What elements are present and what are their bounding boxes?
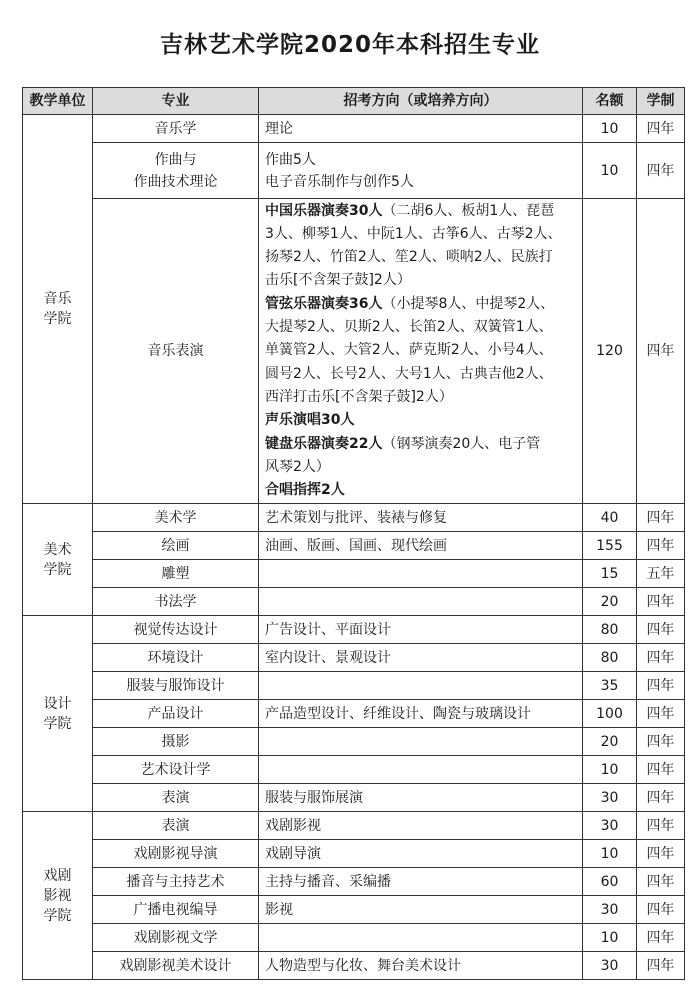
years-cell: 四年 bbox=[637, 840, 685, 868]
unit-label: 音乐 bbox=[43, 291, 72, 307]
direction-bold: 合唱指挥2人 bbox=[265, 482, 345, 499]
quota-cell: 10 bbox=[583, 143, 637, 199]
unit-label: 影视 bbox=[43, 887, 72, 904]
header-row bbox=[23, 88, 685, 115]
table-row bbox=[23, 504, 685, 532]
major-cell: 环境设计 bbox=[93, 644, 259, 672]
direction-cell: 戏剧影视 bbox=[259, 812, 583, 840]
major-cell: 表演 bbox=[93, 784, 259, 812]
direction-line: 风琴2人） bbox=[265, 458, 330, 475]
direction-line bbox=[265, 433, 578, 456]
quota-cell: 30 bbox=[583, 896, 637, 924]
quota-cell: 10 bbox=[583, 924, 637, 952]
header-direction: 招考方向（或培养方向） bbox=[259, 88, 583, 115]
years-cell: 四年 bbox=[637, 868, 685, 896]
table-row bbox=[23, 199, 685, 504]
quota-cell: 155 bbox=[583, 532, 637, 560]
direction-cell bbox=[259, 672, 583, 700]
direction-bold: 管弦乐器演奏36人 bbox=[265, 295, 383, 312]
years-cell: 四年 bbox=[637, 924, 685, 952]
unit-label: 学院 bbox=[43, 907, 72, 924]
years-cell: 四年 bbox=[637, 812, 685, 840]
table-row bbox=[23, 700, 685, 728]
quota-cell: 60 bbox=[583, 868, 637, 896]
table-row bbox=[23, 728, 685, 756]
direction-bold: 键盘乐器演奏22人 bbox=[265, 435, 383, 452]
major-cell: 视觉传达设计 bbox=[93, 616, 259, 644]
unit-label: 学院 bbox=[43, 715, 72, 732]
quota-cell: 20 bbox=[583, 588, 637, 616]
table-row bbox=[23, 588, 685, 616]
direction-cell: 艺术策划与批评、装裱与修复 bbox=[259, 504, 583, 532]
major-cell: 播音与主持艺术 bbox=[93, 868, 259, 896]
years-cell: 四年 bbox=[637, 115, 685, 143]
direction-line: 单簧管2人、大管2人、萨克斯2人、小号4人、 bbox=[265, 342, 553, 359]
years-cell: 四年 bbox=[637, 728, 685, 756]
years-cell: 四年 bbox=[637, 199, 685, 504]
table-row bbox=[23, 812, 685, 840]
major-cell bbox=[93, 143, 259, 199]
major-cell: 摄影 bbox=[93, 728, 259, 756]
direction-cell: 理论 bbox=[259, 115, 583, 143]
years-cell: 四年 bbox=[637, 672, 685, 700]
direction-line: 3人、柳琴1人、中阮1人、古筝6人、古琴2人、 bbox=[265, 225, 562, 242]
direction-line: 作曲5人 bbox=[265, 151, 316, 168]
unit-cell bbox=[23, 812, 93, 980]
years-cell: 四年 bbox=[637, 952, 685, 980]
direction-line: 击乐[不含架子鼓]2人） bbox=[265, 272, 411, 289]
major-cell: 美术学 bbox=[93, 504, 259, 532]
direction-cell: 室内设计、景观设计 bbox=[259, 644, 583, 672]
major-cell: 戏剧影视导演 bbox=[93, 840, 259, 868]
direction-cell bbox=[259, 199, 583, 504]
quota-cell: 10 bbox=[583, 840, 637, 868]
table-row bbox=[23, 644, 685, 672]
table-row bbox=[23, 143, 685, 199]
years-cell: 四年 bbox=[637, 784, 685, 812]
years-cell: 五年 bbox=[637, 560, 685, 588]
direction-cell: 服装与服饰展演 bbox=[259, 784, 583, 812]
table-row bbox=[23, 868, 685, 896]
quota-cell: 100 bbox=[583, 700, 637, 728]
majors-table bbox=[22, 87, 685, 980]
header-years: 学制 bbox=[637, 88, 685, 115]
direction-cell bbox=[259, 756, 583, 784]
direction-cell bbox=[259, 728, 583, 756]
major-cell: 书法学 bbox=[93, 588, 259, 616]
direction-cell: 影视 bbox=[259, 896, 583, 924]
quota-cell: 40 bbox=[583, 504, 637, 532]
unit-label: 戏剧 bbox=[43, 867, 72, 884]
direction-cell: 油画、版画、国画、现代绘画 bbox=[259, 532, 583, 560]
header-unit: 教学单位 bbox=[23, 88, 93, 115]
direction-cell: 人物造型与化妆、舞台美术设计 bbox=[259, 952, 583, 980]
direction-line: 西洋打击乐[不含架子鼓]2人） bbox=[265, 388, 453, 405]
table-row bbox=[23, 756, 685, 784]
direction-cell: 主持与播音、采编播 bbox=[259, 868, 583, 896]
direction-line bbox=[265, 293, 578, 316]
quota-cell: 80 bbox=[583, 644, 637, 672]
direction-line: 大提琴2人、贝斯2人、长笛2人、双簧管1人、 bbox=[265, 319, 553, 336]
years-cell: 四年 bbox=[637, 143, 685, 199]
quota-cell: 80 bbox=[583, 616, 637, 644]
direction-line bbox=[265, 200, 578, 223]
years-cell: 四年 bbox=[637, 756, 685, 784]
table-row bbox=[23, 924, 685, 952]
major-cell: 戏剧影视文学 bbox=[93, 924, 259, 952]
direction-cell bbox=[259, 560, 583, 588]
direction-text: （小提琴8人、中提琴2人、 bbox=[382, 295, 555, 312]
years-cell: 四年 bbox=[637, 588, 685, 616]
major-cell: 广播电视编导 bbox=[93, 896, 259, 924]
direction-cell bbox=[259, 588, 583, 616]
major-cell: 表演 bbox=[93, 812, 259, 840]
quota-cell: 30 bbox=[583, 784, 637, 812]
major-cell: 雕塑 bbox=[93, 560, 259, 588]
quota-cell: 10 bbox=[583, 115, 637, 143]
direction-text: （二胡6人、板胡1人、琵琶 bbox=[382, 202, 555, 219]
direction-bold: 声乐演唱30人 bbox=[265, 412, 355, 429]
years-cell: 四年 bbox=[637, 644, 685, 672]
unit-cell bbox=[23, 115, 93, 504]
major-cell: 产品设计 bbox=[93, 700, 259, 728]
page-title: 吉林艺术学院2020年本科招生专业 bbox=[159, 32, 540, 58]
direction-cell: 广告设计、平面设计 bbox=[259, 616, 583, 644]
table-row bbox=[23, 840, 685, 868]
table-row bbox=[23, 784, 685, 812]
unit-cell bbox=[23, 504, 93, 616]
direction-line: 电子音乐制作与创作5人 bbox=[265, 173, 414, 190]
table-row bbox=[23, 560, 685, 588]
years-cell: 四年 bbox=[637, 532, 685, 560]
direction-line: 扬琴2人、竹笛2人、笙2人、唢呐2人、民族打 bbox=[265, 249, 553, 266]
quota-cell: 10 bbox=[583, 756, 637, 784]
quota-cell: 120 bbox=[583, 199, 637, 504]
quota-cell: 30 bbox=[583, 952, 637, 980]
header-major: 专业 bbox=[93, 88, 259, 115]
table-row bbox=[23, 532, 685, 560]
major-cell: 戏剧影视美术设计 bbox=[93, 952, 259, 980]
years-cell: 四年 bbox=[637, 700, 685, 728]
quota-cell: 35 bbox=[583, 672, 637, 700]
direction-line: 圆号2人、长号2人、大号1人、古典吉他2人、 bbox=[265, 365, 553, 382]
major-cell: 音乐表演 bbox=[93, 199, 259, 504]
table-row bbox=[23, 952, 685, 980]
unit-cell bbox=[23, 616, 93, 812]
major-line: 作曲技术理论 bbox=[133, 173, 218, 190]
table-row bbox=[23, 896, 685, 924]
unit-label: 美术 bbox=[43, 541, 72, 558]
direction-text: （钢琴演奏20人、电子管 bbox=[382, 435, 541, 452]
major-cell: 音乐学 bbox=[93, 115, 259, 143]
years-cell: 四年 bbox=[637, 616, 685, 644]
quota-cell: 20 bbox=[583, 728, 637, 756]
direction-cell bbox=[259, 924, 583, 952]
quota-cell: 30 bbox=[583, 812, 637, 840]
table-row bbox=[23, 672, 685, 700]
direction-bold: 中国乐器演奏30人 bbox=[265, 202, 383, 219]
years-cell: 四年 bbox=[637, 896, 685, 924]
direction-cell: 戏剧导演 bbox=[259, 840, 583, 868]
years-cell: 四年 bbox=[637, 504, 685, 532]
direction-cell: 产品造型设计、纤维设计、陶瓷与玻璃设计 bbox=[259, 700, 583, 728]
table-row bbox=[23, 115, 685, 143]
major-cell: 艺术设计学 bbox=[93, 756, 259, 784]
major-cell: 服装与服饰设计 bbox=[93, 672, 259, 700]
header-quota: 名额 bbox=[583, 88, 637, 115]
table-row bbox=[23, 616, 685, 644]
unit-label: 设计 bbox=[43, 695, 72, 712]
major-cell: 绘画 bbox=[93, 532, 259, 560]
major-line: 作曲与 bbox=[154, 151, 197, 168]
unit-label: 学院 bbox=[43, 311, 72, 327]
unit-label: 学院 bbox=[43, 561, 72, 578]
quota-cell: 15 bbox=[583, 560, 637, 588]
direction-cell bbox=[259, 143, 583, 199]
